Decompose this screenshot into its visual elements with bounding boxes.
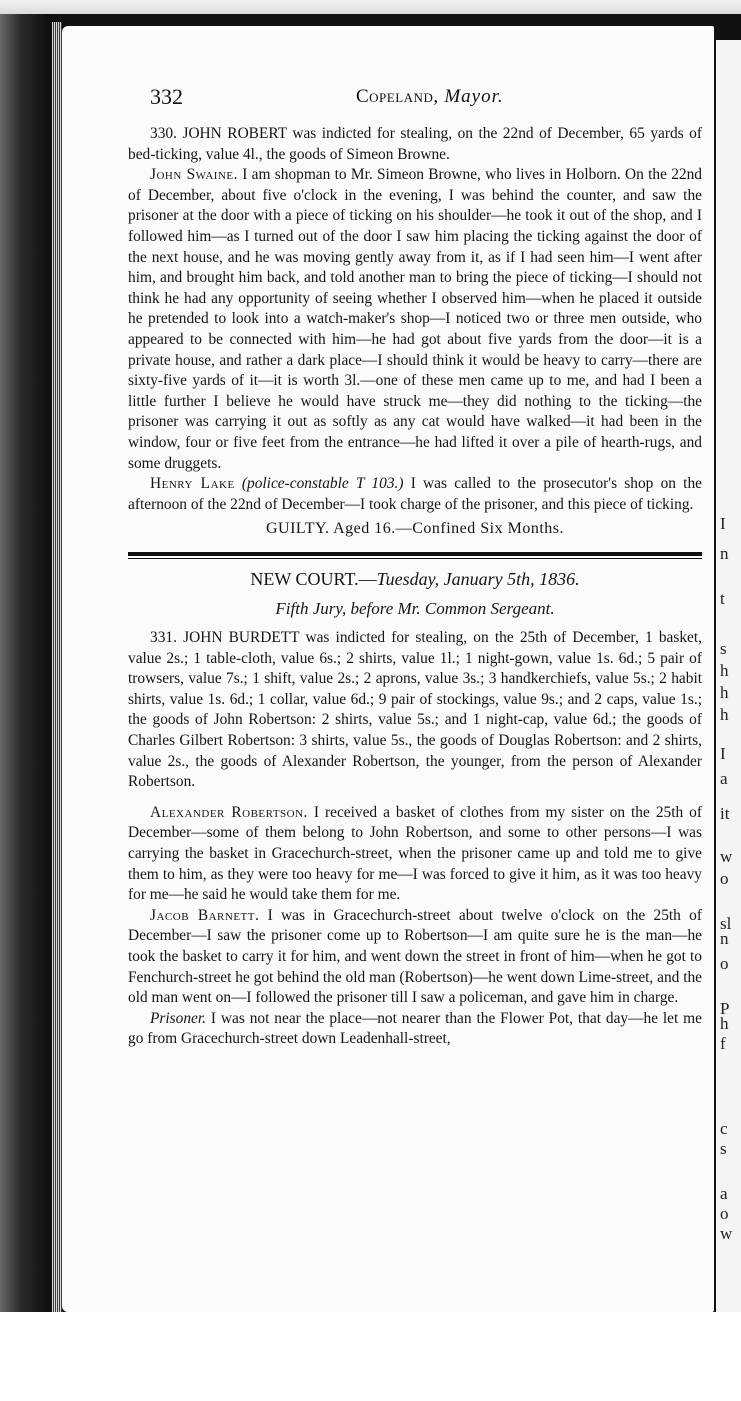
facing-page-fragment: h [720,661,729,680]
witness-testimony: I was in Gracechurch-street about twelve o'clock on the 25th of December—I saw the prisoner come up to Robertson—I am quite sure he is the man—he took the basket to carry it for him, and went down the street in front of him—when he got to Fenchurch-street he got behind the old man (Robertson)—he went down Lime-street, and the old man went on—I followed the prisoner till I saw a policeman, and gave him in charge. [128,906,702,1007]
scan-bottom-margin [0,1312,741,1401]
witness-name: Jacob Barnett. [150,906,260,924]
book-spine [0,14,52,1326]
witness-name: Henry Lake [150,475,235,493]
facing-page-fragment: a [720,769,728,788]
page-edges [52,22,62,1320]
facing-page-fragment: it [720,804,730,823]
witness-name: John Swaine. [150,166,238,184]
facing-page-fragment: f [720,1034,726,1053]
witness-testimony: I am shopman to Mr. Simeon Browne, who lives in Holborn. On the 22nd of December, about five o'clock in the evening, I was behind the counter, and saw the prisoner at the door with a piece of ticking on his shoulder—he took it out of the shop, and I followed him—as I turned out of the door I saw him placing the ticking against the door of the next house, and he was moving gently away from it, as if I had seen him—I went after him, and brought him back, and told another man to bring the piece of ticking—I should not think he had any opportunity of seeing whether I observed him—when he placed it outside he pretended to look into a watch-maker's shop—I noticed two or three men outside, who appeared to be connected with him—he had got about five yards from the door—it is a private house, and rather a dark place—I should think it would be heavy to carry—there are sixty-five yards of it—it is worth 3l.—one of these men came up to me, and had I been a little further I believe he would have struck me—they did nothing to the ticking—the prisoner was carrying it out as softly as any cat would have walked—it had been in the window, four or five feet from the entrance—he had lifted it over a pile of hearth-rugs, and some druggets. [128,166,702,472]
case-331-prisoner-statement [128,1009,702,1050]
facing-page-fragment: P [720,999,730,1018]
facing-page-fragment: s [720,1139,727,1158]
facing-page-fragment: sl [720,914,732,933]
page-body [128,124,702,1050]
case-331-witness-2 [128,906,702,1009]
facing-page-fragment: t [720,589,725,608]
facing-page-fragment: o [720,954,729,973]
page-header [150,84,710,114]
facing-page-fragment: s [720,639,727,658]
prisoner-label: Prisoner. [150,1009,207,1027]
facing-page-fragment: w [720,847,733,866]
court-heading [128,569,702,590]
facing-page-fragment: a [720,1184,728,1203]
witness-name: Alexander Robertson. [150,803,308,821]
facing-page-fragment: o [720,1204,729,1223]
page-number: 332 [150,84,183,109]
facing-page-fragment: n [720,929,729,948]
facing-page-fragment: w [720,1224,733,1243]
case-330-opening: 330. JOHN ROBERT was indicted for stealing, on the 22nd of December, 65 yards of bed-ticking, value 4l., the goods of Simeon Browne. [128,125,702,163]
facing-page-fragment: h [720,705,729,724]
case-331-opening: 331. JOHN BURDETT was indicted for stealing, on the 25th of December, 1 basket, value 2s.; 1 table-cloth, value 6s.; 2 shirts, value 1l.; 1 night-gown, value 1s. 6d.; 5 pair of trowsers, value 7s.; 1 shift, value 2s.; 2 aprons, value 3s.; 3 handkerchiefs, value 5s.; 2 habit shirts, value 1s. 6d.; 1 collar, value 6d.; 9 pair of stockings, value 9s.; and 2 caps, value 1s.; the goods of John Robertson: 2 shirts, value 5s.; and 1 night-cap, value 6d.; the goods of Charles Gilbert Robertson: 3 shirts, value 5s., the goods of Douglas Robertson: and 2 shirts, value 2s., the goods of Alexander Robertson, the younger, from the person of Alexander Robertson. [128,629,702,791]
court-date: Tuesday, January 5th, 1836. [376,568,580,589]
prisoner-testimony: I was not near the place—not nearer than the Flower Pot, that day—he let me go from Gracechurch-street down Leadenhall-street, [128,1009,702,1048]
jury-heading: Fifth Jury, before Mr. Common Sergeant. [275,599,555,619]
next-page-edge [716,40,741,1312]
facing-page-fragment: h [720,1014,729,1033]
witness-role: (police-constable T 103.) [241,475,404,493]
court-name: NEW COURT.— [250,568,377,589]
running-head-title: Mayor. [444,86,504,107]
facing-page-fragment: o [720,869,729,888]
running-head-name: Copeland, [356,86,439,107]
paragraph-gap [128,793,702,803]
witness-testimony: I received a basket of clothes from my sister on the 25th of December—some of them belong to John Robertson, and some to other persons—I was carrying the basket in Gracechurch-street, when the prisoner came up and told me to give them to him, as they were too heavy for me—I was forced to give it him, as it was too heavy for me—he said he would take them for me. [128,803,702,904]
section-divider [128,552,702,559]
case-331-witness-1 [128,803,702,906]
divider-thin-rule [128,558,702,559]
facing-page-fragment: I [720,514,726,533]
case-330-witness-2 [128,474,702,515]
running-head [356,86,504,108]
case-330-witness-1 [128,165,702,474]
divider-thick-rule [128,552,702,556]
witness-testimony: I was called to the prosecutor's shop on the afternoon of the 22nd of December—I took charge of the prisoner, and this piece of ticking. [128,475,702,513]
facing-page-fragment: c [720,1119,728,1138]
facing-page-fragment: h [720,683,729,702]
facing-page-fragment: n [720,544,729,563]
facing-page-fragment: I [720,744,726,763]
case-330-verdict: GUILTY. Aged 16.—Confined Six Months. [265,520,565,538]
